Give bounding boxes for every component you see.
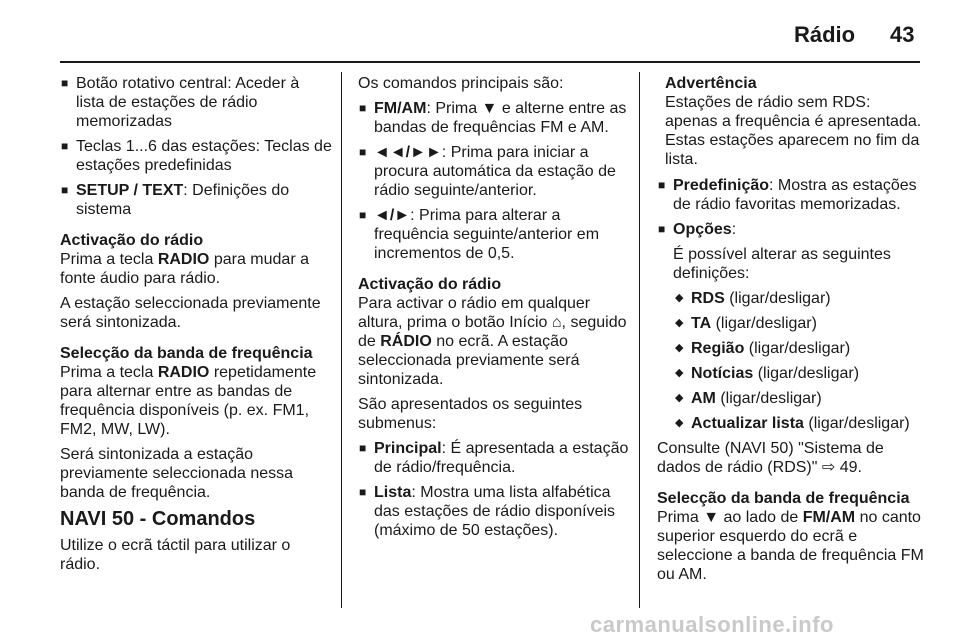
cross-reference: Consulte (NAVI 50) "Sistema de dados de rádio (RDS)" ⇨ 49. — [657, 440, 884, 476]
header-rule — [60, 61, 920, 63]
section-heading: Selecção da banda de frequência — [60, 345, 313, 362]
warning-title: Advertência — [665, 75, 757, 92]
list-item: ■ Opções: — [657, 220, 925, 239]
paragraph: É possível alterar as seguintes definições: — [673, 246, 891, 282]
warning-text: Estações de rádio sem RDS: apenas a frequência é apresentada. Estas estações aparecem no fim da lista. — [665, 94, 922, 168]
paragraph: A estação seleccionada previamente será sintonizada. — [60, 295, 321, 331]
column-1 — [60, 74, 332, 580]
column-divider-2 — [639, 72, 640, 608]
option-item: ◆ Actualizar lista (ligar/desligar) — [657, 414, 925, 433]
option-item: ◆ TA (ligar/desligar) — [657, 314, 925, 333]
watermark: carmanualsonline.info — [590, 612, 834, 637]
option-item: ◆ RDS (ligar/desligar) — [657, 289, 925, 308]
paragraph: Prima a tecla RADIO repetidamente para alternar entre as bandas de frequência disponíveis (p. ex. FM1, FM2, MW, LW). — [60, 364, 317, 438]
list-item: ■ Predefinição: Mostra as estações de rádio favoritas memorizadas. — [657, 176, 925, 214]
list-item: ■ Lista: Mostra uma lista alfabética das estações de rádio disponíveis (máximo de 50 estações). — [358, 483, 630, 540]
paragraph: Os comandos principais são: — [358, 75, 564, 92]
paragraph: Para activar o rádio em qualquer altura, prima o botão Início ⌂, seguido de RÁDIO no ecrã. A estação seleccionada previamente será sintonizada. — [358, 295, 627, 388]
paragraph: Prima ▼ ao lado de FM/AM no canto superior esquerdo do ecrã e seleccione a banda de frequência FM ou AM. — [657, 509, 924, 583]
column-2 — [358, 74, 630, 546]
section-heading-large: NAVI 50 - Comandos — [60, 508, 256, 530]
warning-box — [657, 74, 925, 169]
list-item: ■ Botão rotativo central: Aceder à lista de estações de rádio memorizadas — [60, 74, 332, 131]
column-divider-1 — [341, 72, 342, 608]
page-title: Rádio — [794, 22, 856, 47]
paragraph: Utilize o ecrã táctil para utilizar o rádio. — [60, 537, 291, 573]
option-item: ◆ Notícias (ligar/desligar) — [657, 364, 925, 383]
list-item: ■ FM/AM: Prima ▼ e alterne entre as bandas de frequências FM e AM. — [358, 99, 630, 137]
list-item: ■ SETUP / TEXT: Definições do sistema — [60, 181, 332, 219]
paragraph: Prima a tecla RADIO para mudar a fonte áudio para rádio. — [60, 251, 309, 287]
list-item: ■ ◄/►: Prima para alterar a frequência seguinte/anterior em incrementos de 0,5. — [358, 206, 630, 263]
list-item: ■ Teclas 1...6 das estações: Teclas de estações predefinidas — [60, 137, 332, 175]
section-heading: Selecção da banda de frequência — [657, 490, 910, 507]
column-3 — [657, 74, 925, 590]
paragraph: Será sintonizada a estação previamente seleccionada nessa banda de frequência. — [60, 446, 294, 501]
list-item: ■ Principal: É apresentada a estação de rádio/frequência. — [358, 439, 630, 477]
paragraph: São apresentados os seguintes submenus: — [358, 396, 583, 432]
option-item: ◆ AM (ligar/desligar) — [657, 389, 925, 408]
page-number: 43 — [890, 22, 915, 47]
section-heading: Activação do rádio — [60, 232, 204, 249]
list-item: ■ ◄◄/►►: Prima para iniciar a procura automática da estação de rádio seguinte/anterior. — [358, 143, 630, 200]
option-item: ◆ Região (ligar/desligar) — [657, 339, 925, 358]
section-heading: Activação do rádio — [358, 276, 502, 293]
